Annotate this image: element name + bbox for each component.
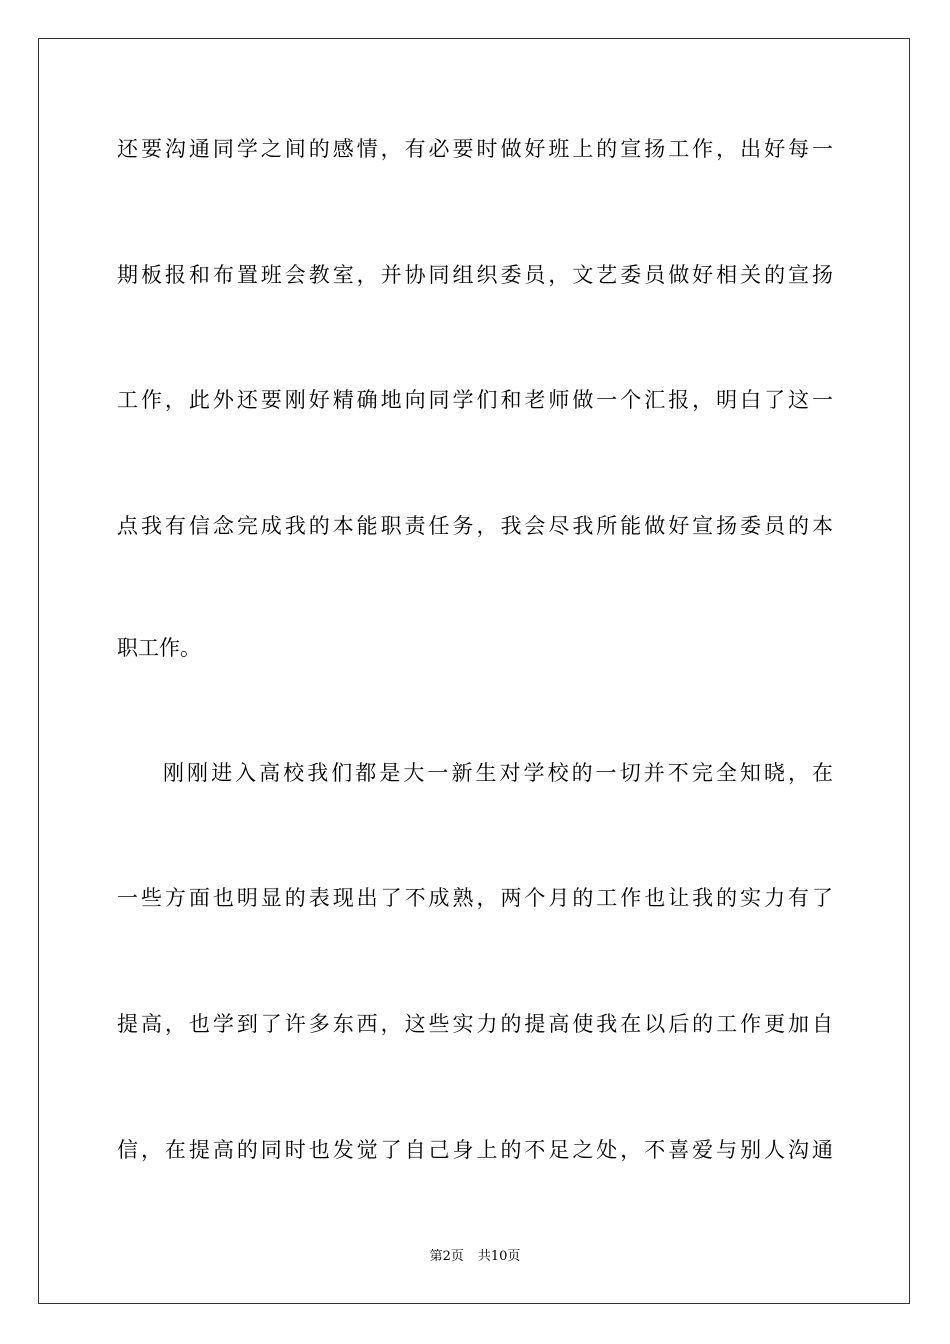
page-footer [0,1248,950,1266]
text-line-indented: 刚刚进入高校我们都是大一新生对学校的一切并不完全知晓，在 [163,761,833,785]
text-line: 还要沟通同学之间的感情，有必要时做好班上的宣扬工作，出好每一 [117,137,833,161]
text-line: 提高，也学到了许多东西，这些实力的提高使我在以后的工作更加自 [117,1012,833,1036]
text-line: 工作，此外还要刚好精确地向同学们和老师做一个汇报，明白了这一 [117,388,833,412]
text-line: 信，在提高的同时也发觉了自己身上的不足之处，不喜爱与别人沟通 [117,1138,833,1162]
text-line: 点我有信念完成我的本能职责任务，我会尽我所能做好宣扬委员的本 [117,514,833,538]
page-number: 第2页 [429,1249,464,1264]
text-line: 期板报和布置班会教室，并协同组织委员，文艺委员做好相关的宣扬 [117,263,833,287]
text-line: 职工作。 [117,636,201,660]
page-total: 共10页 [477,1249,521,1264]
text-line: 一些方面也明显的表现出了不成熟，两个月的工作也让我的实力有了 [117,886,833,910]
page-border [38,38,910,1304]
